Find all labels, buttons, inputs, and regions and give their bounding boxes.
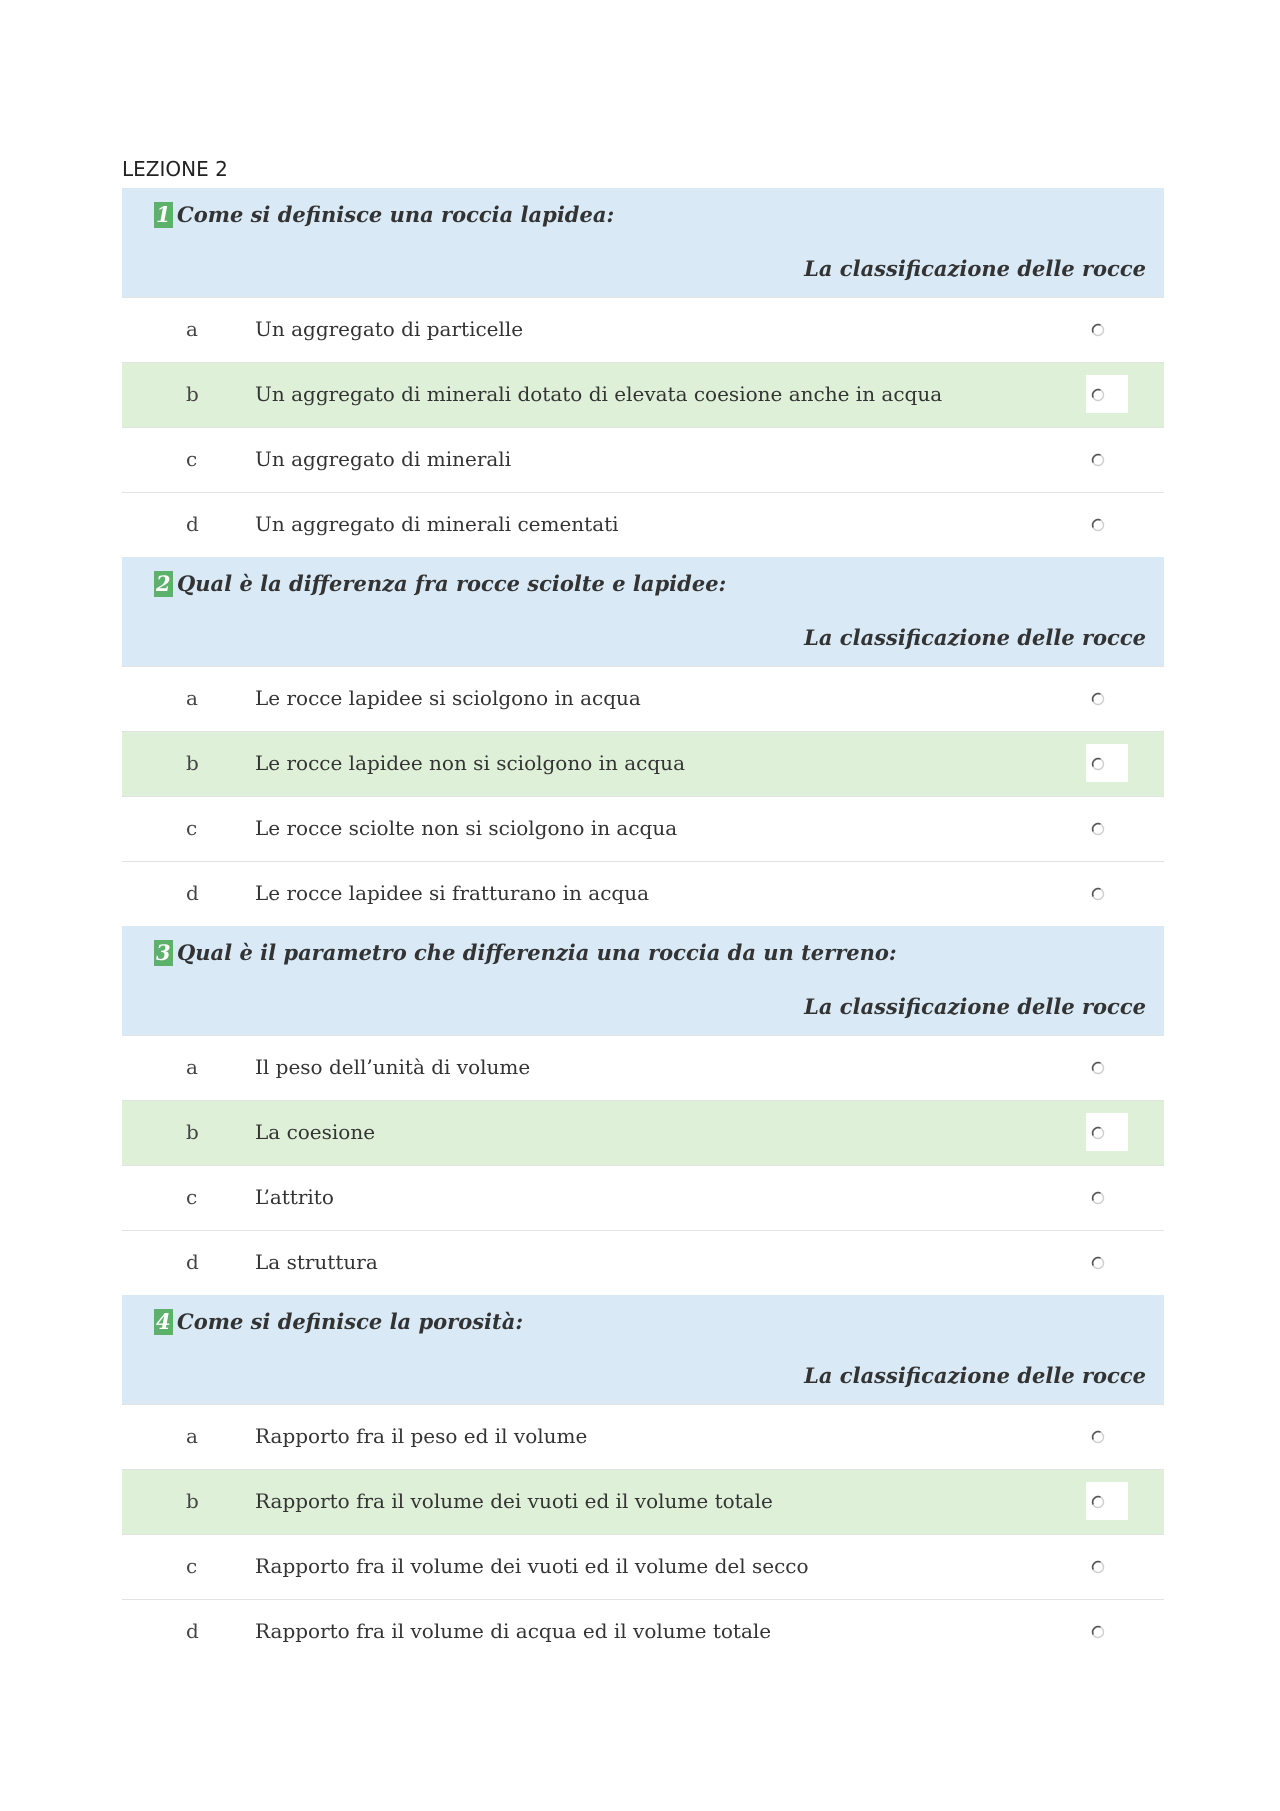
option-radio-cell[interactable] <box>1086 744 1128 782</box>
option-letter: d <box>186 1250 199 1274</box>
radio-button-icon[interactable] <box>1091 517 1105 531</box>
answer-option[interactable] <box>122 861 1164 926</box>
answer-option[interactable] <box>122 1404 1164 1469</box>
option-letter: c <box>186 1185 198 1209</box>
question-number: 4 <box>156 1309 171 1334</box>
radio-button-icon[interactable] <box>1091 1494 1105 1508</box>
answer-option[interactable] <box>122 796 1164 861</box>
answer-option[interactable] <box>122 1100 1164 1165</box>
option-letter: a <box>186 1055 198 1079</box>
option-text: Rapporto fra il volume dei vuoti ed il volume del secco <box>255 1554 809 1578</box>
answer-option[interactable] <box>122 1599 1164 1664</box>
option-radio-cell[interactable] <box>1086 809 1128 847</box>
option-letter: b <box>186 1120 199 1144</box>
option-text: Le rocce lapidee non si sciolgono in acqua <box>255 751 685 775</box>
radio-button-icon[interactable] <box>1091 821 1105 835</box>
option-letter: d <box>186 512 199 536</box>
question-topic: La classificazione delle rocce <box>804 994 1146 1019</box>
question-number: 1 <box>156 202 171 227</box>
option-text: Rapporto fra il volume di acqua ed il volume totale <box>255 1619 772 1643</box>
option-text: Le rocce lapidee si sciolgono in acqua <box>255 686 641 710</box>
lesson-title: LEZIONE 2 <box>122 157 228 181</box>
question-list <box>122 188 1164 1664</box>
radio-button-icon[interactable] <box>1091 1060 1105 1074</box>
question-header <box>122 1295 1164 1404</box>
option-radio-cell[interactable] <box>1086 1417 1128 1455</box>
option-text: L’attrito <box>255 1185 334 1209</box>
answer-option[interactable] <box>122 362 1164 427</box>
option-letter: a <box>186 1424 198 1448</box>
option-radio-cell[interactable] <box>1086 1612 1128 1650</box>
radio-button-icon[interactable] <box>1091 756 1105 770</box>
option-letter: c <box>186 816 198 840</box>
question-header <box>122 188 1164 297</box>
question-block <box>122 926 1164 1295</box>
answer-option[interactable] <box>122 1165 1164 1230</box>
option-letter: d <box>186 881 199 905</box>
radio-button-icon[interactable] <box>1091 1429 1105 1443</box>
radio-button-icon[interactable] <box>1091 886 1105 900</box>
radio-button-icon[interactable] <box>1091 691 1105 705</box>
quiz-page <box>122 150 1164 1664</box>
option-text: Un aggregato di minerali <box>255 447 512 471</box>
radio-button-icon[interactable] <box>1091 1624 1105 1638</box>
radio-button-icon[interactable] <box>1091 387 1105 401</box>
option-radio-cell[interactable] <box>1086 310 1128 348</box>
radio-button-icon[interactable] <box>1091 322 1105 336</box>
question-text: Qual è la differenza fra rocce sciolte e lapidee: <box>177 571 727 596</box>
option-letter: c <box>186 1554 198 1578</box>
option-radio-cell[interactable] <box>1086 1243 1128 1281</box>
question-header <box>122 557 1164 666</box>
answer-option[interactable] <box>122 731 1164 796</box>
question-number: 2 <box>156 571 171 596</box>
radio-button-icon[interactable] <box>1091 1190 1105 1204</box>
answer-option[interactable] <box>122 1035 1164 1100</box>
answer-option[interactable] <box>122 1534 1164 1599</box>
option-text: Un aggregato di minerali cementati <box>255 512 619 536</box>
option-radio-cell[interactable] <box>1086 874 1128 912</box>
option-text: Rapporto fra il volume dei vuoti ed il volume totale <box>255 1489 773 1513</box>
option-letter: a <box>186 686 198 710</box>
question-header <box>122 926 1164 1035</box>
radio-button-icon[interactable] <box>1091 452 1105 466</box>
question-topic: La classificazione delle rocce <box>804 625 1146 650</box>
answer-option[interactable] <box>122 666 1164 731</box>
answer-option[interactable] <box>122 427 1164 492</box>
option-letter: b <box>186 382 199 406</box>
option-letter: b <box>186 751 199 775</box>
option-letter: b <box>186 1489 199 1513</box>
option-radio-cell[interactable] <box>1086 375 1128 413</box>
option-text: Rapporto fra il peso ed il volume <box>255 1424 588 1448</box>
option-text: Le rocce sciolte non si sciolgono in acqua <box>255 816 678 840</box>
option-radio-cell[interactable] <box>1086 1547 1128 1585</box>
option-text: Le rocce lapidee si fratturano in acqua <box>255 881 650 905</box>
question-block <box>122 1295 1164 1664</box>
answer-option[interactable] <box>122 297 1164 362</box>
question-text: Come si definisce la porosità: <box>177 1309 524 1334</box>
option-radio-cell[interactable] <box>1086 505 1128 543</box>
option-text: La struttura <box>255 1250 378 1274</box>
option-text: Il peso dell’unità di volume <box>255 1055 531 1079</box>
option-letter: a <box>186 317 198 341</box>
question-number: 3 <box>156 940 171 965</box>
question-topic: La classificazione delle rocce <box>804 256 1146 281</box>
option-radio-cell[interactable] <box>1086 1178 1128 1216</box>
option-letter: c <box>186 447 198 471</box>
option-radio-cell[interactable] <box>1086 1482 1128 1520</box>
question-block <box>122 557 1164 926</box>
option-text: Un aggregato di particelle <box>255 317 524 341</box>
answer-option[interactable] <box>122 1230 1164 1295</box>
option-radio-cell[interactable] <box>1086 679 1128 717</box>
option-text: Un aggregato di minerali dotato di elevata coesione anche in acqua <box>255 382 943 406</box>
question-text: Come si definisce una roccia lapidea: <box>177 202 615 227</box>
question-topic: La classificazione delle rocce <box>804 1363 1146 1388</box>
option-radio-cell[interactable] <box>1086 1048 1128 1086</box>
answer-option[interactable] <box>122 1469 1164 1534</box>
option-letter: d <box>186 1619 199 1643</box>
radio-button-icon[interactable] <box>1091 1125 1105 1139</box>
option-radio-cell[interactable] <box>1086 440 1128 478</box>
question-text: Qual è il parametro che differenzia una roccia da un terreno: <box>177 940 897 965</box>
question-block <box>122 188 1164 557</box>
answer-option[interactable] <box>122 492 1164 557</box>
radio-button-icon[interactable] <box>1091 1559 1105 1573</box>
option-radio-cell[interactable] <box>1086 1113 1128 1151</box>
radio-button-icon[interactable] <box>1091 1255 1105 1269</box>
option-text: La coesione <box>255 1120 376 1144</box>
